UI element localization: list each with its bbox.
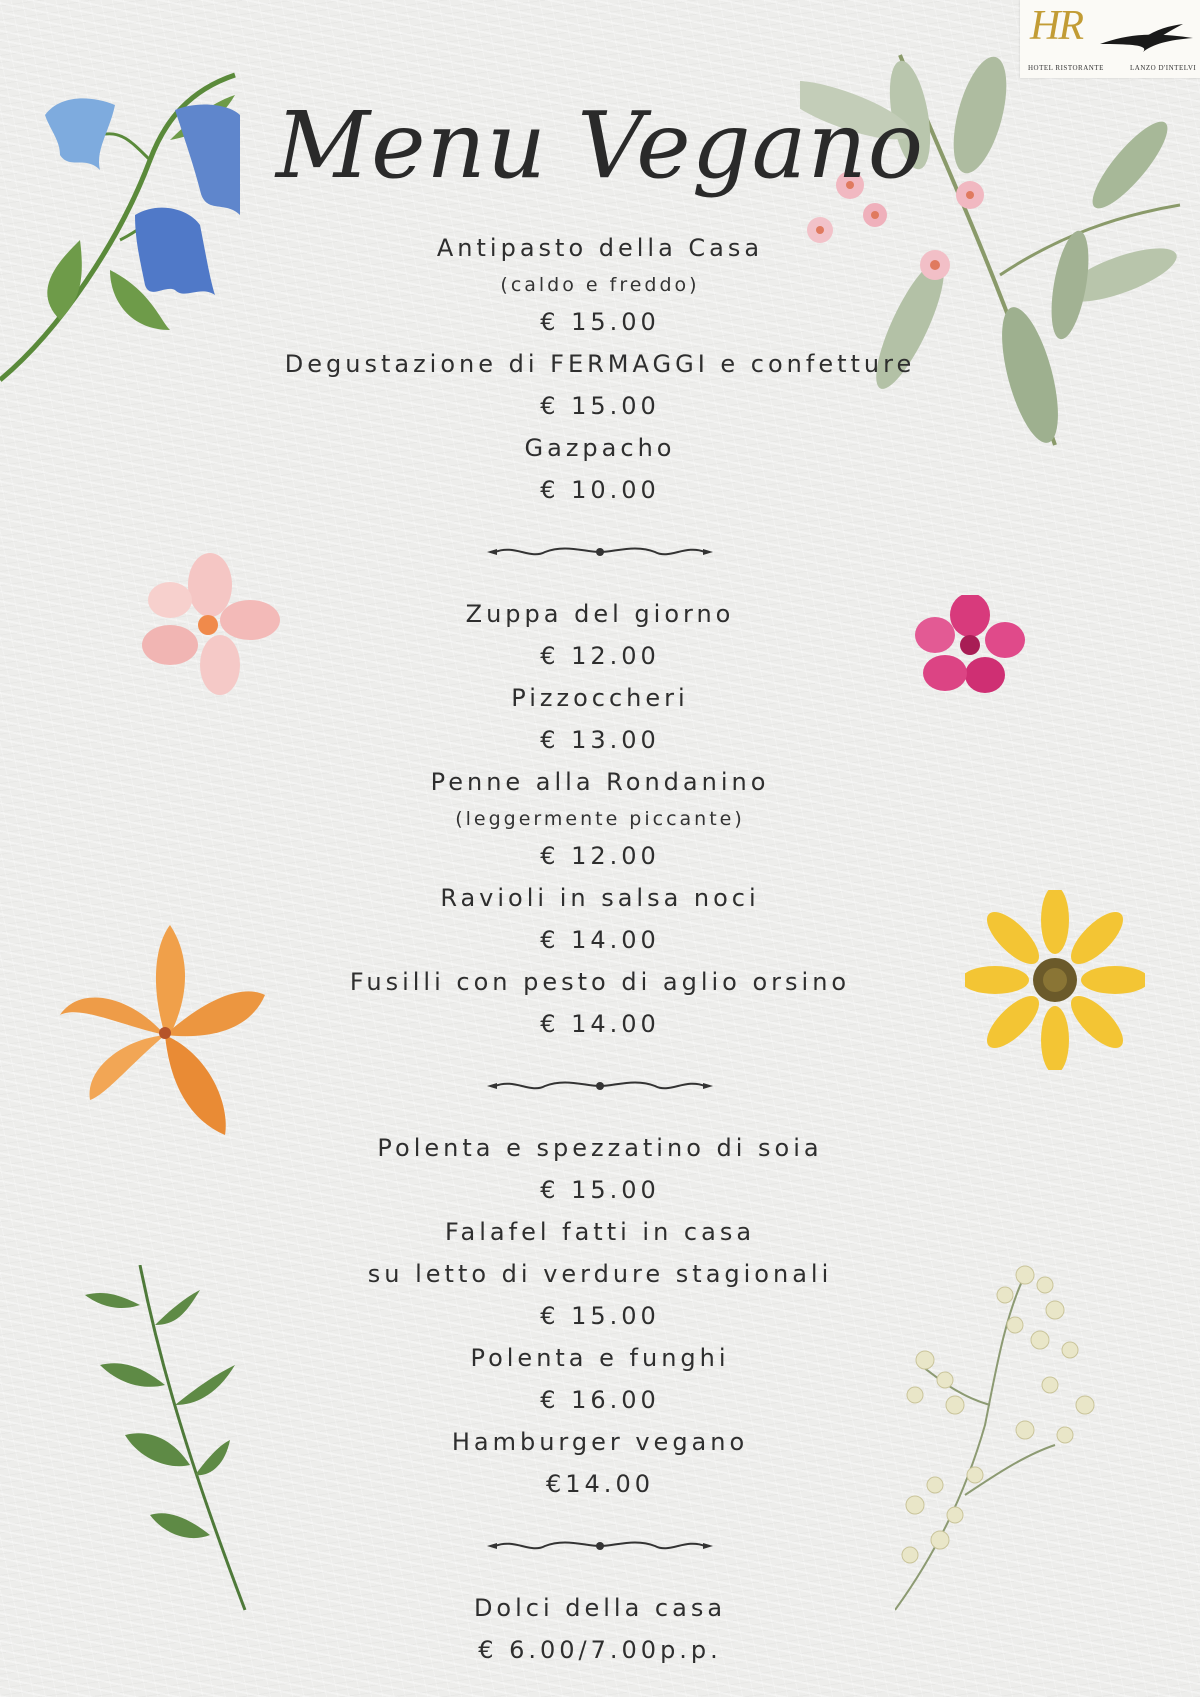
logo-mark: HR [1030,3,1082,49]
menu-item-price: € 10.00 [540,476,660,504]
menu-item-name: Dolci della casa [473,1594,727,1622]
menu-item-name: Polenta e spezzatino di soia [377,1134,823,1162]
menu-item-name: Fusilli con pesto di aglio orsino [349,968,851,996]
logo-right-text: LANZO D'INTELVI [1130,64,1197,72]
menu-item-name: Zuppa del giorno [465,600,735,628]
menu-item-price: € 15.00 [540,1176,660,1204]
section-divider [0,511,1200,593]
menu-item-price: € 12.00 [540,842,660,870]
menu-item-note: (caldo e freddo) [500,274,700,296]
menu-item-name: Antipasto della Casa [436,234,764,262]
menu-item-price: € 14.00 [540,1010,660,1038]
menu-item-note: (leggermente piccante) [455,808,745,830]
menu-item-name: Gazpacho [524,434,676,462]
menu-item-price: € 15.00 [540,392,660,420]
menu-title: Menu Vegano [275,92,925,199]
menu-item-price: € 15.00 [540,1302,660,1330]
menu-list [0,227,1200,1671]
menu-item-price: € 13.00 [540,726,660,754]
menu-item-name: Degustazione di FERMAGGI e confetture [284,350,916,378]
menu-item-name: Polenta e funghi [470,1344,730,1372]
menu-item-price: €14.00 [546,1470,654,1498]
menu-item-name: Ravioli in salsa noci [440,884,760,912]
menu-item-name: su letto di verdure stagionali [367,1260,833,1288]
menu-item-price: € 6.00/7.00p.p. [478,1636,722,1664]
section-divider [0,1045,1200,1127]
menu-item-price: € 15.00 [540,308,660,336]
menu-item-name: Penne alla Rondanino [430,768,770,796]
menu-item-name: Hamburger vegano [451,1428,749,1456]
menu-item-price: € 14.00 [540,926,660,954]
menu-item-price: € 16.00 [540,1386,660,1414]
menu-item-name: Falafel fatti in casa [444,1218,756,1246]
logo-left-text: HOTEL RISTORANTE [1028,64,1104,72]
menu-item-name: Pizzoccheri [511,684,689,712]
section-divider [0,1505,1200,1587]
menu-item-price: € 12.00 [540,642,660,670]
